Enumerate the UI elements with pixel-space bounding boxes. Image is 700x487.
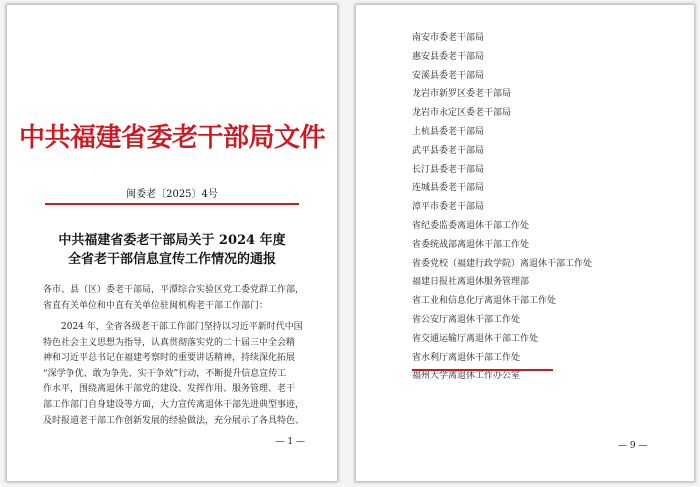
paragraph-line: 部工作部门自身建设等方面，大力宣传离退休干部先进典型事迹， (43, 399, 305, 410)
agency-item: 漳平市委老干部局 (412, 202, 485, 213)
agency-item: 龙岩市新罗区委老干部局 (412, 89, 512, 100)
paragraph-line: 作水平，围绕离退休干部党的建设、发挥作用、服务管理、老干 (43, 384, 296, 395)
agency-item: 省纪委监委离退休干部工作处 (412, 220, 530, 231)
addressee-block (43, 283, 307, 314)
agency-item: 省公安厅离退休干部工作处 (412, 314, 521, 325)
agency-item: 南安市委老干部局 (412, 33, 485, 43)
agency-item: 福建日报社离退休服务管理部 (412, 277, 530, 288)
page-number: — 9 — (618, 441, 648, 451)
paragraph-line: 及时报道老干部工作创新发展的经验做法，充分展示了各具特色、 (43, 415, 305, 426)
agency-item: 省委党校（福建行政学院）离退休干部工作处 (412, 258, 593, 269)
paragraph-line: 神和习近平总书记在福建考察时的重要讲话精神，持续深化拓展 (43, 353, 296, 364)
paragraph-line: 特色社会主义思想为指导，认真贯彻落实党的二十届三中全会精 (43, 337, 296, 348)
document-page-1 (6, 4, 338, 482)
document-page-9 (355, 4, 695, 482)
agency-item: 省交通运输厅离退休干部工作处 (412, 333, 539, 344)
agency-item: 安溪县委老干部局 (412, 70, 485, 81)
red-separator-line (45, 203, 299, 205)
agency-item: 上杭县委老干部局 (412, 126, 485, 137)
agency-item: 龙岩市永定区委老干部局 (412, 108, 512, 119)
agency-item-highlighted: 省水利厅离退休干部工作处 (412, 352, 521, 363)
agency-item: 长汀县委老干部局 (412, 164, 485, 175)
agency-item: 省委统战部离退休干部工作处 (412, 239, 530, 250)
agency-item: 连城县委老干部局 (412, 183, 485, 194)
agency-list (412, 29, 592, 386)
agency-item: 省工业和信息化厅离退休干部工作处 (412, 296, 557, 307)
agency-item: 惠安县委老干部局 (412, 51, 485, 62)
notice-title-line-2: 全省老干部信息宣传工作情况的通报 (67, 252, 276, 267)
document-header-title: 中共福建省委老干部局文件 (18, 123, 325, 153)
agency-item: 福州大学离退休工作办公室 (412, 371, 521, 382)
page-number: — 1 — (275, 437, 305, 447)
highlight-underline (412, 369, 553, 371)
notice-title-line-1: 中共福建省委老干部局关于 2024 年度 (58, 233, 286, 248)
body-paragraph (43, 320, 307, 429)
paragraph-line: “深学争优、敢为争先、实干争效”行动，不断提升信息宣传工 (43, 368, 287, 379)
addressee-line: 各市、县（区）委老干部局，平潭综合实验区党工委党群工作部， (43, 285, 305, 295)
addressee-line: 省直有关单位和中直有关单位驻闽机构老干部工作部门： (43, 300, 269, 311)
agency-item: 武平县委老干部局 (412, 145, 485, 156)
paragraph-line: 2024 年，全省各级老干部工作部门坚持以习近平新时代中国 (61, 322, 303, 332)
document-number: 闽委老〔2025〕4号 (126, 189, 218, 200)
